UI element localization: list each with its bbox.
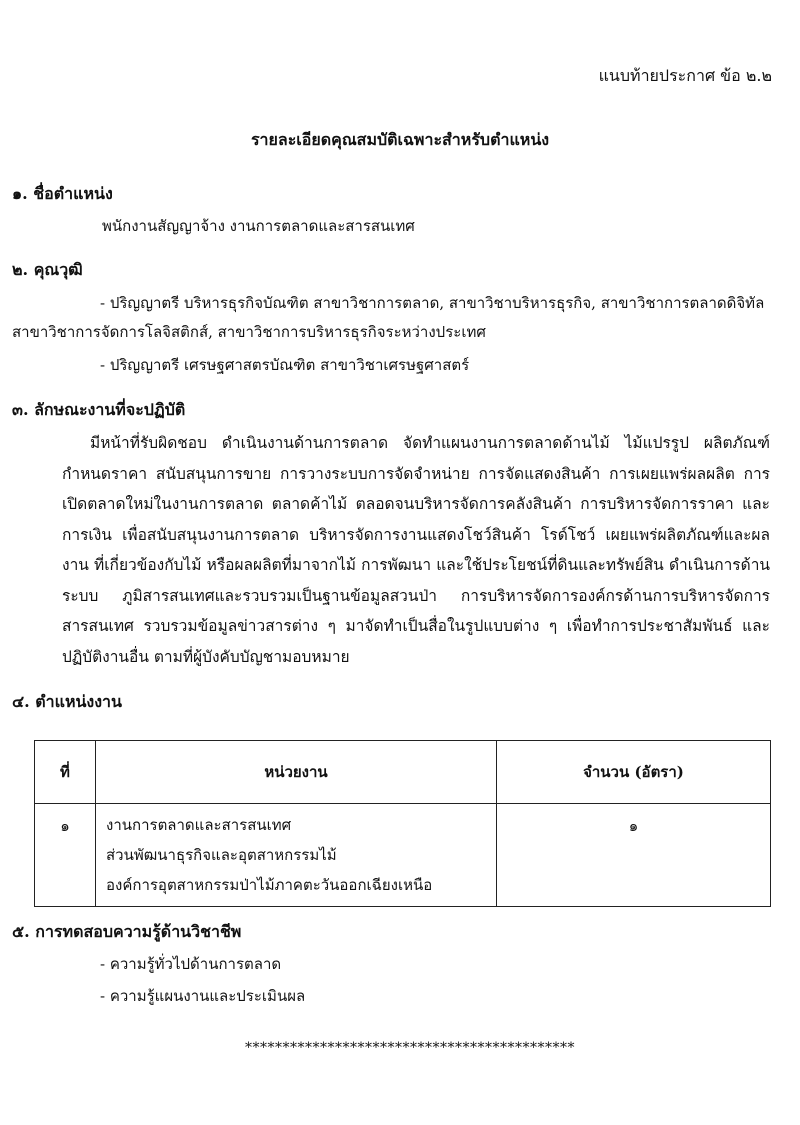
document-title: รายละเอียดคุณสมบัติเฉพาะสำหรับตำแหน่ง [250,130,550,149]
qualification-item-1-line-2: สาขาวิชาการจัดการโลจิสติกส์, สาขาวิชาการบริหารธุรกิจระหว่างประเทศ [12,323,486,341]
job-description-text: มีหน้าที่รับผิดชอบ ดำเนินงานด้านการตลาด จัดทำแผนงานการตลาดด้านไม้ ไม้แปรรูป ผลิตภัณฑ์ กำหนดราคา สนับสนุนการขาย การวางระบบการจัดจำหน่าย การจัดแสดงสินค้า การเผยแพร่ผลผลิต การเปิดตลาดใหม่ในงานการตลาด ตลาดค้าไม้ ตลอดจนบริหารจัดการคลังสินค้า การบริหารจัดการราคา และการเงิน เพื่อสนับสนุนงานการตลาด บริหารจัดการงานแสดงโชว์สินค้า โรด์โชว์ เผยแพร่ผลิตภัณฑ์และผลงาน ที่เกี่ยวข้องกับไม้ หรือผลผลิตที่มาจากไม้ การพัฒนา และใช้ประโยชน์ที่ดินและทรัพย์สิน ดำเนินการด้านระบบ ภูมิสารสนเทศและรวบรวมเป็นฐานข้อมูลสวนป่า การบริหารจัดการองค์กรด้านการบริหารจัดการสารสนเทศ รวบรวมข้อมูลข่าวสารต่าง ๆ มาจัดทำเป็นสื่อในรูปแบบต่าง ๆ เพื่อทำการประชาสัมพันธ์ และปฏิบัติงานอื่น ตามที่ผู้บังคับบัญชามอบหมาย [62,434,770,666]
column-header-count: จำนวน (อัตรา) [497,741,771,804]
column-header-no: ที่ [35,741,96,804]
exam-item-1: - ความรู้ทั่วไปด้านการตลาด [100,955,282,973]
qualification-item-1-line-1: - ปริญญาตรี บริหารธุรกิจบัณฑิต สาขาวิชาการตลาด, สาขาวิชาบริหารธุรกิจ, สาขาวิชาการตลาดดิจิทัล [100,294,765,312]
section2-heading: ๒. คุณวุฒิ [12,260,83,279]
table-header-row [35,741,771,804]
qualification-item-2: - ปริญญาตรี เศรษฐศาสตรบัณฑิต สาขาวิชาเศรษฐศาสตร์ [100,356,470,374]
unit-line-3: องค์การอุตสาหกรรมป่าไม้ภาคตะวันออกเฉียงเหนือ [106,876,433,894]
end-separator: ******************************************** [245,1040,575,1056]
unit-line-2: ส่วนพัฒนาธุรกิจและอุตสาหกรรมไม้ [106,846,337,864]
exam-item-2: - ความรู้แผนงานและประเมินผล [100,987,306,1005]
job-description [62,428,770,672]
table-row [35,804,771,907]
row-count: ๑ [497,804,771,907]
unit-line-1: งานการตลาดและสารสนเทศ [106,816,292,834]
section5-heading: ๕. การทดสอบความรู้ด้านวิชาชีพ [12,922,242,941]
position-table [34,740,771,907]
section4-heading: ๔. ตำแหน่งงาน [12,692,122,711]
column-header-unit: หน่วยงาน [96,741,497,804]
row-number: ๑ [35,804,96,907]
section3-heading: ๓. ลักษณะงานที่จะปฏิบัติ [12,400,186,419]
row-unit [96,804,497,907]
position-name: พนักงานสัญญาจ้าง งานการตลาดและสารสนเทศ [102,217,415,235]
announcement-reference: แนบท้ายประกาศ ข้อ ๒.๒ [598,66,772,85]
section1-heading: ๑. ชื่อตำแหน่ง [12,184,113,203]
